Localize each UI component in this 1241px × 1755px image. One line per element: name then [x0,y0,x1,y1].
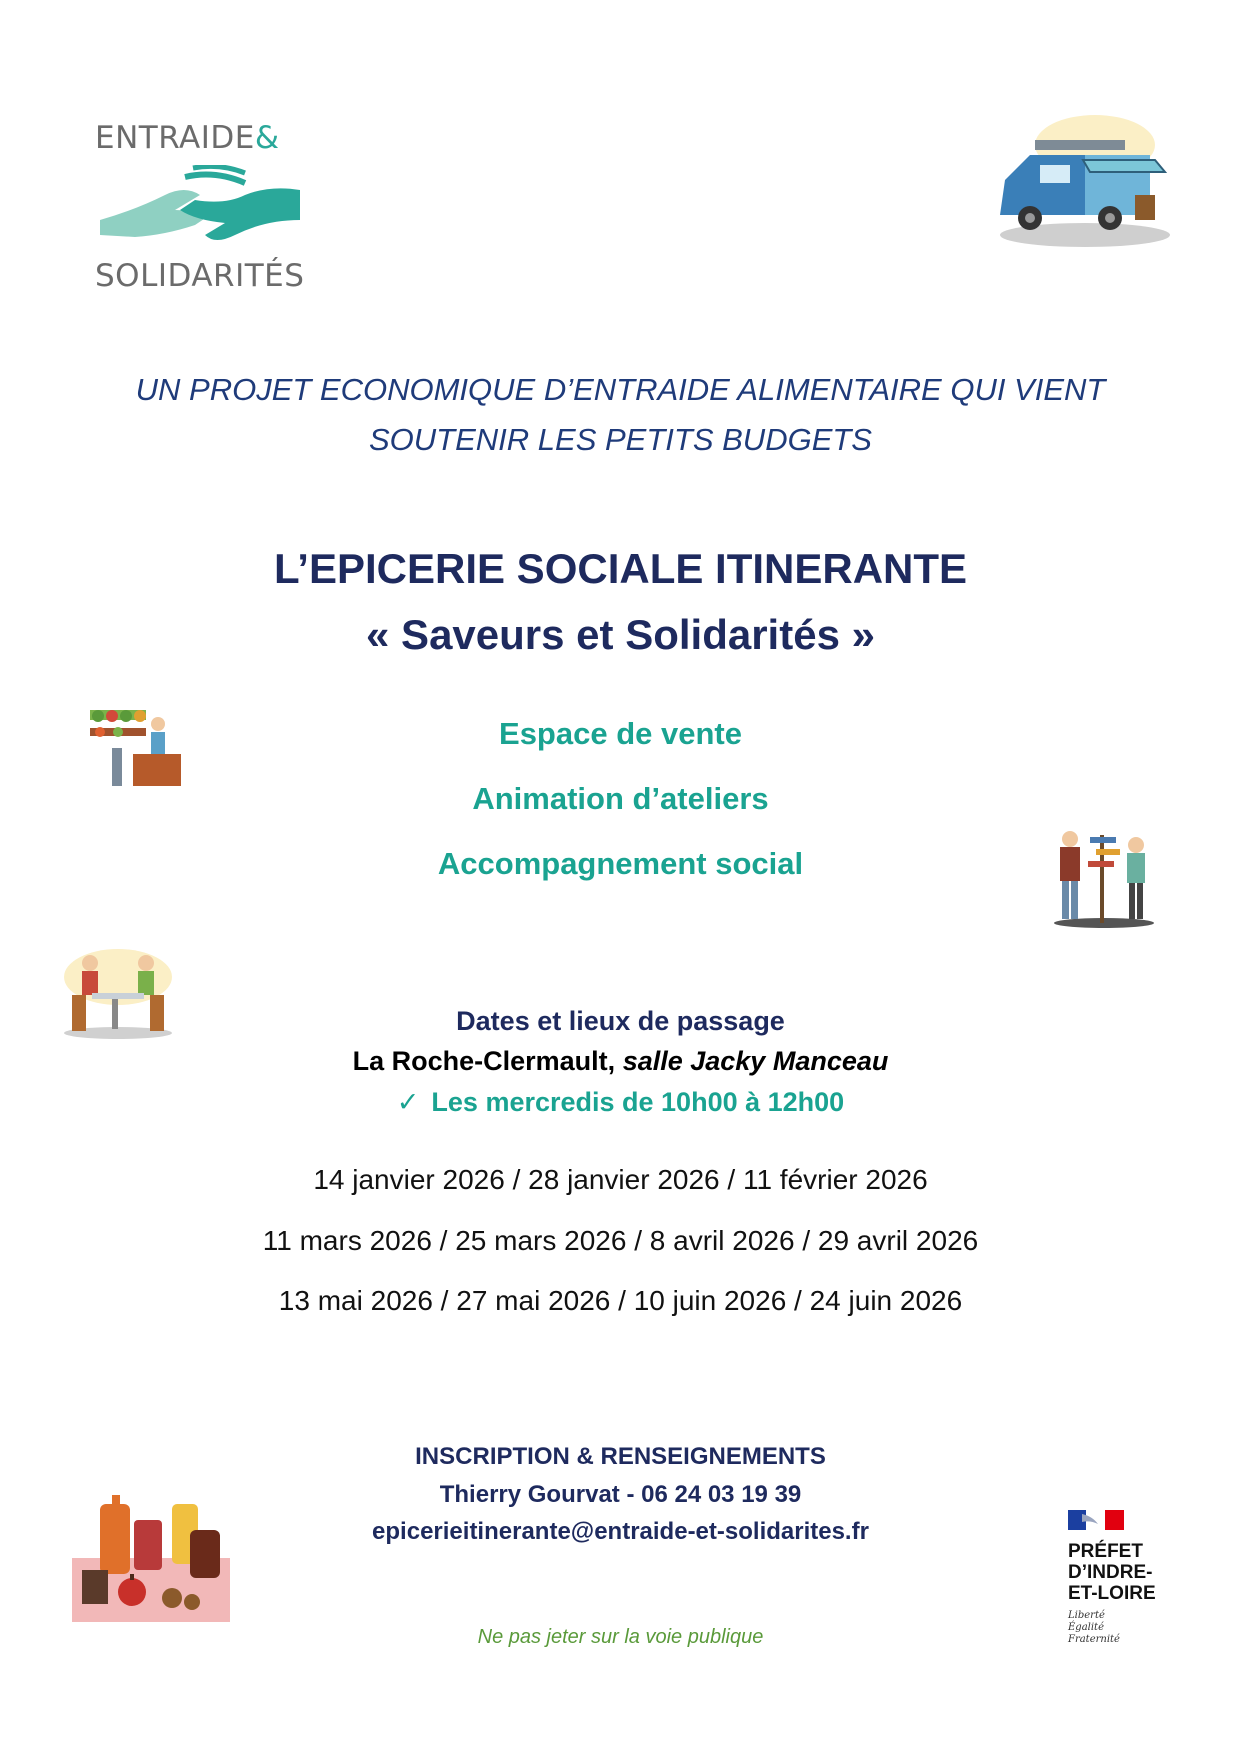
prefet-line1: PRÉFET [1068,1541,1143,1562]
page-title [0,536,1241,668]
prefet-logo [1068,1510,1178,1646]
place-venue: salle Jacky Manceau [622,1046,889,1076]
contact-person: Thierry Gourvat - 06 24 03 19 39 [439,1481,802,1508]
helping-hands-icon [95,165,305,255]
place-name: La Roche-Clermault, [352,1046,616,1076]
dates-heading: Dates et lieux de passage [456,1006,785,1036]
logo-line2: SOLIDARITÉS [95,258,305,294]
check-icon: ✓ [396,1087,420,1117]
date-line-1: 14 janvier 2026 / 28 janvier 2026 / 11 février 2026 [313,1164,928,1195]
marianne-flag-icon [1068,1510,1124,1530]
title-line1: L’EPICERIE SOCIALE ITINERANTE [273,545,968,592]
food-truck-icon [995,110,1170,250]
schedule [0,1087,1241,1118]
tagline-line2: SOUTENIR LES PETITS BUDGETS [369,422,872,457]
entraide-solidarites-logo [95,120,315,300]
prefet-line3: ET-LOIRE [1068,1583,1156,1604]
groceries-icon [72,1490,230,1625]
contact-email[interactable]: epicerieitinerante@entraide-et-solidarites.fr [372,1518,869,1545]
footer-note: Ne pas jeter sur la voie publique [477,1626,764,1648]
tagline [0,365,1241,465]
prefet-motto1: Liberté [1068,1610,1105,1621]
signpost-people-icon [1052,825,1157,930]
date-line-3: 13 mai 2026 / 27 mai 2026 / 10 juin 2026 / 24 juin 2026 [278,1285,963,1316]
tagline-line1: UN PROJET ECONOMIQUE D’ENTRAIDE ALIMENTAIRE QUI VIENT [135,372,1106,407]
logo-line1: ENTRAIDE [95,120,255,156]
prefet-motto3: Fraternité [1068,1634,1120,1645]
logo-ampersand: & [254,120,280,156]
schedule-text: Les mercredis de 10h00 à 12h00 [431,1087,845,1117]
prefet-line2: D’INDRE- [1068,1562,1153,1583]
place [0,1046,1241,1077]
date-line-2: 11 mars 2026 / 25 mars 2026 / 8 avril 2026 / 29 avril 2026 [262,1225,979,1256]
service-sales: Espace de vente [499,716,742,751]
prefet-motto2: Égalité [1068,1622,1104,1633]
service-workshops: Animation d’ateliers [472,781,769,816]
contact-heading: INSCRIPTION & RENSEIGNEMENTS [415,1443,826,1470]
title-line2: « Saveurs et Solidarités » [366,611,875,658]
service-social-support: Accompagnement social [437,846,804,881]
